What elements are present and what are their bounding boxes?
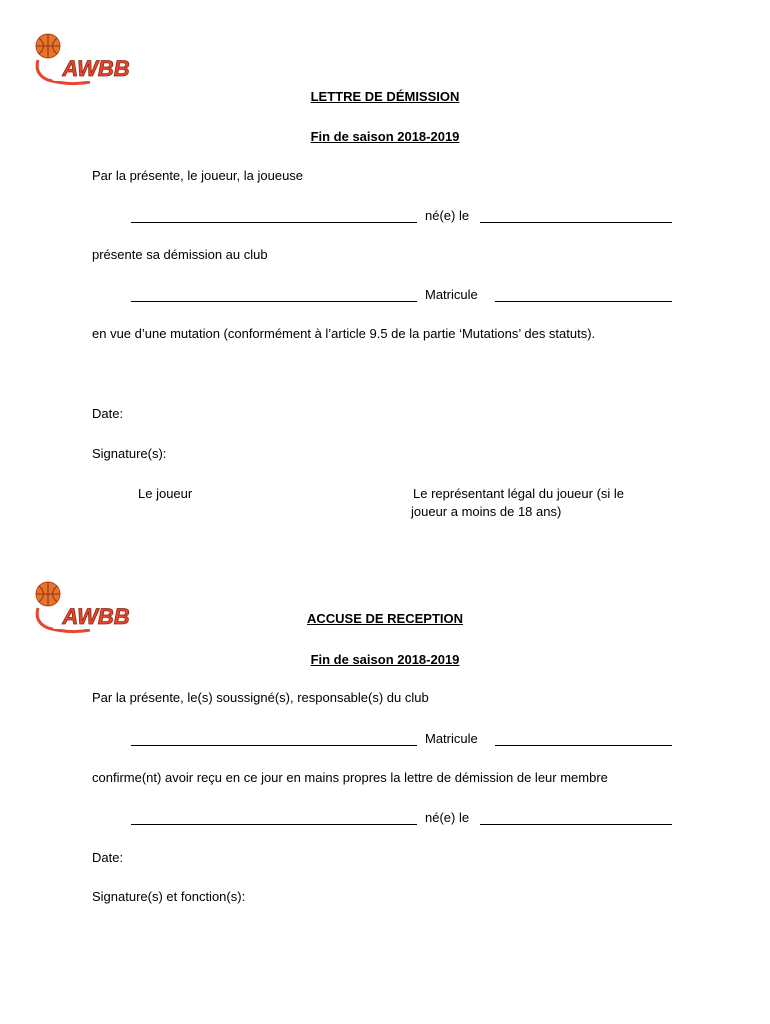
club-name-line (131, 301, 417, 302)
date-label: Date: (92, 406, 124, 421)
receipt-born-label: né(e) le (425, 810, 470, 825)
player-signature-label: Le joueur (138, 486, 193, 501)
club-line-text: présente sa démission au club (92, 247, 268, 262)
logo-text: AWBB (62, 56, 130, 81)
receipt-matricule-label: Matricule (425, 731, 478, 746)
confirm-text: confirme(nt) avoir reçu en ce jour en mains propres la lettre de démission de leur membre (92, 770, 608, 785)
legal-rep-label-2: joueur a moins de 18 ans) (411, 504, 562, 519)
matricule-label: Matricule (425, 287, 478, 302)
signatures-label: Signature(s): (92, 446, 167, 461)
letter-subtitle: Fin de saison 2018-2019 (310, 129, 460, 144)
logo-text: AWBB (62, 604, 130, 629)
born-label: né(e) le (425, 208, 470, 223)
awbb-logo (30, 30, 142, 86)
receipt-date-label: Date: (92, 850, 124, 865)
letter-title: LETTRE DE DÉMISSION (310, 89, 460, 104)
letter-intro: Par la présente, le joueur, la joueuse (92, 168, 304, 183)
receipt-title: ACCUSE DE RECEPTION (306, 611, 464, 626)
player-name-line (131, 222, 417, 223)
receipt-matricule-line (495, 745, 672, 746)
matricule-line (495, 301, 672, 302)
receipt-intro: Par la présente, le(s) soussigné(s), responsable(s) du club (92, 690, 429, 705)
mutation-text: en vue d’une mutation (conformément à l’article 9.5 de la partie ‘Mutations’ des statuts). (92, 326, 596, 341)
receipt-subtitle: Fin de saison 2018-2019 (310, 652, 460, 667)
receipt-birthdate-line (480, 824, 672, 825)
birthdate-line (480, 222, 672, 223)
receipt-club-line (131, 745, 417, 746)
receipt-signatures-label: Signature(s) et fonction(s): (92, 889, 246, 904)
receipt-member-line (131, 824, 417, 825)
legal-rep-label-1: Le représentant légal du joueur (si le (413, 486, 625, 501)
